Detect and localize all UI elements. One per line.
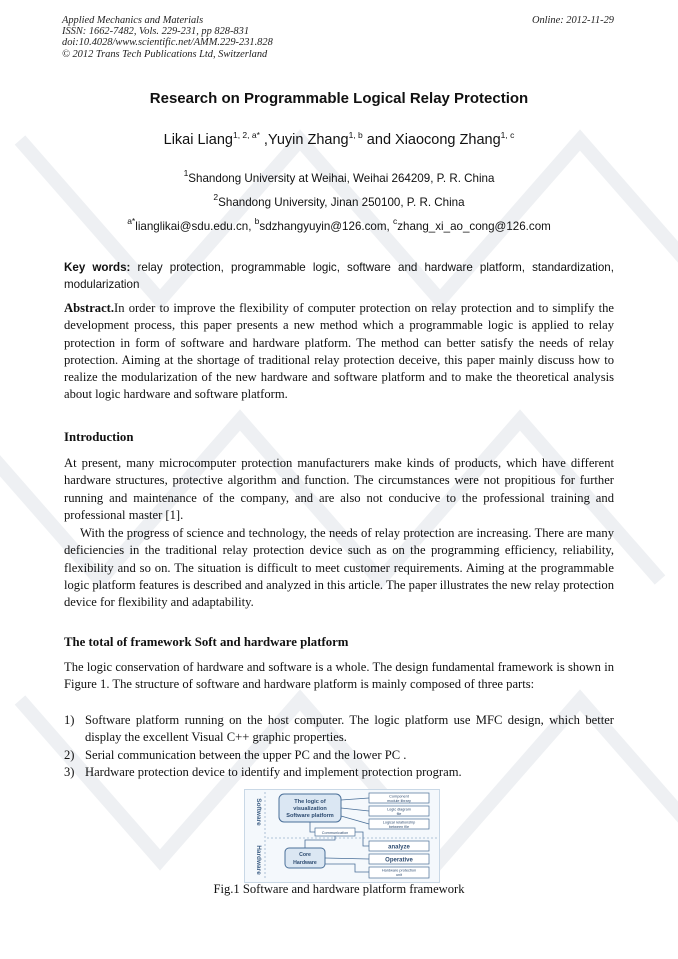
- author-name: Xiaocong Zhang: [395, 132, 501, 148]
- box-label: Software platform: [286, 813, 334, 819]
- online-date: Online: 2012-11-29: [531, 15, 614, 26]
- email-superscript: b: [254, 216, 260, 226]
- box-label: Communication: [321, 831, 349, 835]
- abstract-text: In order to improve the flexibility of computer protection on relay protection and to simplify the development process, this paper presents a new method which a programmable logic is applied to relay protection in form of software and hardware platform. The method can better satisfy the needs of relay protection. Aiming at the shortage of traditional relay protection deceive, this paper mainly discuss how to realize the modularization of the new hardware and software platform and to make the theoretical analysis about logic hardware and software platform.: [64, 301, 614, 402]
- email-line: [0, 216, 678, 233]
- list-text: Software platform running on the host computer. The logic platform use MFC design, which better display the excellent Visual C++ graphic properties.: [85, 713, 614, 745]
- section-heading-introduction: Introduction: [64, 430, 134, 444]
- list-item: [64, 747, 614, 764]
- email-link[interactable]: zhang_xi_ao_cong@126.com: [397, 220, 551, 233]
- affiliation-1: [0, 168, 678, 185]
- author-superscript: 1, c: [500, 130, 515, 140]
- abstract-block: [64, 300, 614, 404]
- affiliation-2: [0, 192, 678, 209]
- keywords-label: Key words:: [64, 261, 131, 274]
- side-label-hardware: Hardware: [255, 845, 262, 875]
- figure-caption: Fig.1 Software and hardware platform framework: [213, 882, 465, 896]
- author-superscript: 1, 2, a*: [232, 130, 260, 140]
- side-label-software: Software: [255, 798, 262, 826]
- intro-paragraph-2: With the progress of science and technology, the needs of relay protection are increasing. There are many deficiencies in the traditional relay protection device such as on the programming efficiency, reliability, flexibility and so on. The situation is difficult to meet customer requirements. Aiming at the programmable logic platform features is described and analyzed in this article. The paper illustrates the new relay protection device for flexibility and adaptability.: [64, 526, 614, 610]
- framework-paragraph: The logic conservation of hardware and software is a whole. The design fundamental framework is shown in Figure 1. The structure of software and hardware platform is mainly composed of three parts:: [64, 660, 614, 692]
- affiliation-superscript: 1: [183, 168, 189, 178]
- list-text: Serial communication between the upper PC and the lower PC .: [85, 747, 407, 762]
- email-superscript: c: [392, 216, 398, 226]
- box-label: Logic diagram: [387, 807, 411, 812]
- box-label: The logic of: [294, 799, 326, 805]
- author-separator: and: [362, 132, 396, 148]
- doi-line[interactable]: doi:10.4028/www.scientific.net/AMM.229-231.828: [62, 37, 273, 49]
- list-item: [64, 712, 614, 747]
- journal-name: Applied Mechanics and Materials: [62, 15, 204, 26]
- box-label: analyze: [388, 844, 410, 851]
- copyright-line: © 2012 Trans Tech Publications Ltd, Switzerland: [62, 48, 268, 60]
- box-label: Logical relationship: [382, 820, 416, 825]
- list-item: [64, 764, 614, 781]
- box-label: unit: [395, 873, 403, 877]
- author-superscript: 1, b: [348, 130, 363, 140]
- email-superscript: a*: [127, 216, 136, 226]
- keywords-text: relay protection, programmable logic, software and hardware platform, standardization, modularization: [64, 261, 614, 291]
- issn-line: ISSN: 1662-7482, Vols. 229-231, pp 828-831: [62, 26, 250, 38]
- box-label: Hardware protection: [381, 868, 417, 873]
- paper-title: Research on Programmable Logical Relay Protection: [149, 90, 529, 107]
- framework-diagram-svg: [245, 790, 439, 882]
- affiliation-text: Shandong University at Weihai, Weihai 264209, P. R. China: [188, 172, 495, 185]
- affiliation-text: Shandong University, Jinan 250100, P. R. China: [218, 196, 465, 209]
- box-label: file: [396, 811, 402, 816]
- box-label: visualization: [293, 806, 327, 812]
- affiliation-superscript: 2: [213, 192, 219, 202]
- author-name: Yuyin Zhang: [267, 132, 349, 148]
- box-label: module library: [387, 798, 411, 803]
- email-link[interactable]: sdzhangyuyin@126.com,: [259, 220, 393, 233]
- list-number: 2): [64, 747, 75, 762]
- author-list: [0, 130, 678, 148]
- list-number: 3): [64, 764, 75, 779]
- box-label: Component: [389, 794, 409, 799]
- author-separator: ,: [259, 132, 268, 148]
- box-label: Core: [299, 852, 311, 858]
- list-number: 1): [64, 713, 75, 727]
- author-name: Likai Liang: [163, 132, 233, 148]
- journal-header: [62, 15, 273, 60]
- intro-paragraph-1: At present, many microcomputer protection manufacturers make kinds of products, which have different hardware structures, protective algorithm and function. The circumstances were not propitious for further running and maintenance of the company, and are also not conducive to the professional training and professional master [1].: [64, 456, 614, 522]
- abstract-label: Abstract.: [64, 301, 115, 315]
- box-label: Hardware: [293, 860, 317, 866]
- keywords-block: [64, 259, 614, 293]
- box-label: Operative: [385, 857, 413, 864]
- section-heading-framework: The total of framework Soft and hardware platform: [64, 635, 349, 649]
- figure-1-diagram: [244, 789, 440, 883]
- list-text: Hardware protection device to identify and implement protection program.: [85, 764, 462, 779]
- email-link[interactable]: lianglikai@sdu.edu.cn,: [135, 220, 255, 233]
- framework-parts-list: [64, 712, 614, 781]
- box-label: between file: [388, 824, 410, 829]
